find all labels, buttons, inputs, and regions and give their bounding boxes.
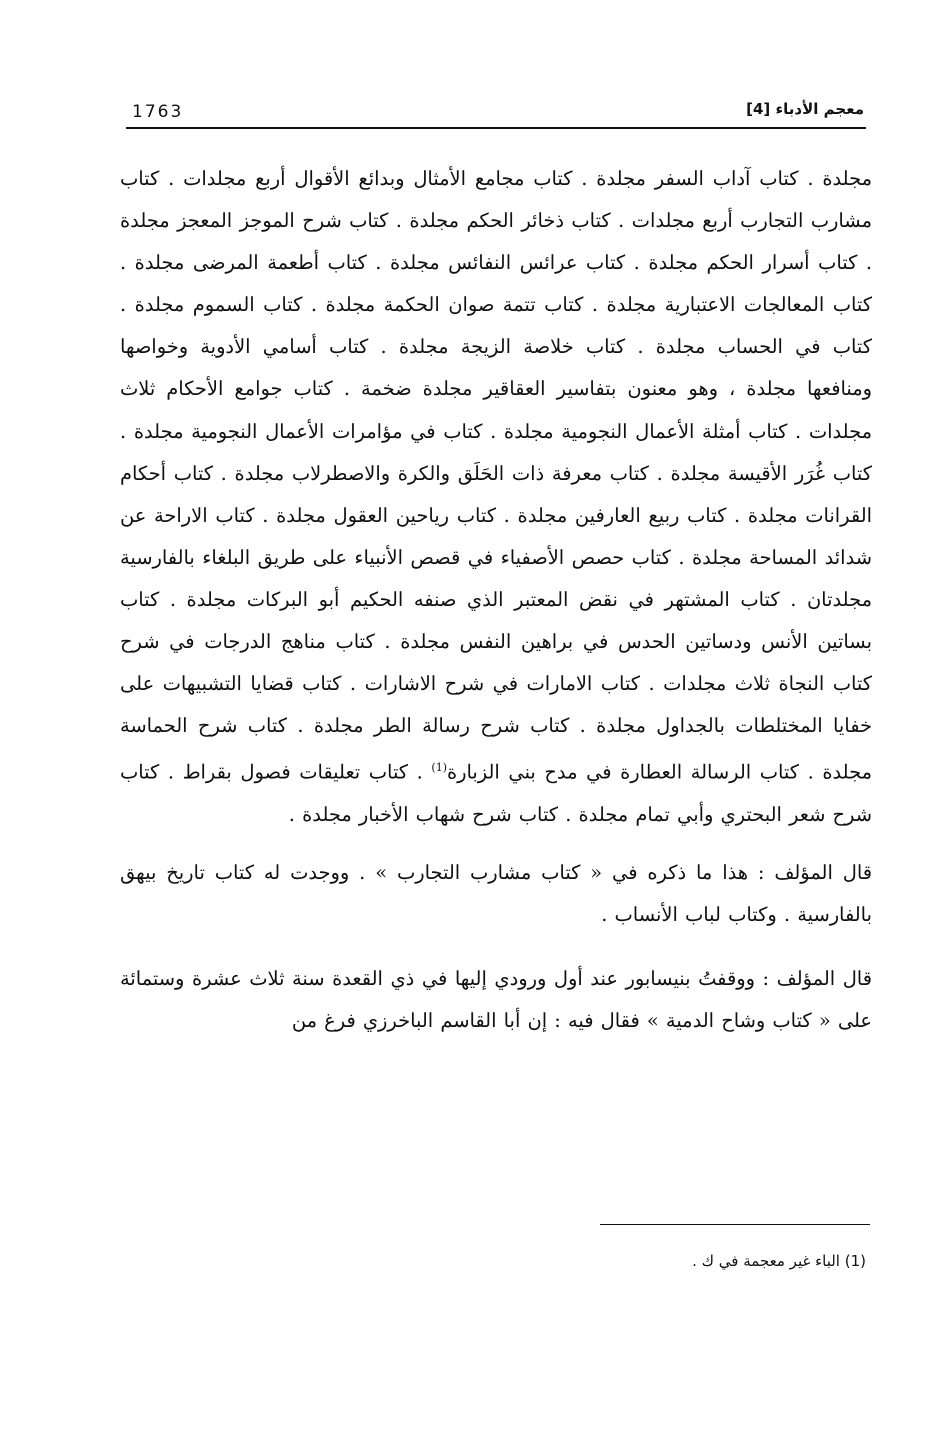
page-header [128, 96, 864, 126]
footnote-reference: (1) [431, 761, 447, 775]
paragraph-author-note-2: قال المؤلف : ووقفتُ بنيسابور عند أول ورودي إليها في ذي القعدة سنة ثلاث عشرة وستمائة على « كتاب وشاح الدمية » فقال فيه : إن أبا القاسم الباخرزي فرغ من [120, 967, 872, 1033]
running-title: معجم الأدباء [4] [746, 100, 864, 118]
footnote-rule [600, 1224, 870, 1225]
page-number: 1763 [132, 102, 184, 122]
paragraph-book-list-end: . كتاب تعليقات فصول بقراط . كتاب شرح شعر البحتري وأبي تمام مجلدة . كتاب شرح شهاب الأخبار مجلدة . [120, 760, 872, 826]
body-text [120, 158, 872, 1042]
paragraph-book-list [120, 158, 872, 836]
header-rule [126, 127, 866, 129]
paragraph-author-note-1: قال المؤلف : هذا ما ذكره في « كتاب مشارب التجارب » . ووجدت له كتاب تاريخ بيهق بالفارسية . وكتاب لباب الأنساب . [120, 860, 873, 927]
footnote: (1) الباء غير معجمة في ك . [692, 1252, 866, 1270]
paragraph-book-list-text: مجلدة . كتاب آداب السفر مجلدة . كتاب مجامع الأمثال وبدائع الأقوال أربع مجلدات . كتاب مشارب التجارب أربع مجلدات . كتاب ذخائر الحكم مجلدة . كتاب شرح الموجز المعجز مجلدة . كتاب أسرار الحكم مجلدة . كتاب عرائس النفائس مجلدة . كتاب أطعمة المرضى مجلدة . كتاب المعالجات الاعتبارية مجلدة . كتاب تتمة صوان الحكمة مجلدة . كتاب السموم مجلدة . كتاب في الحساب مجلدة . كتاب خلاصة الزيجة مجلدة . كتاب أسامي الأدوية وخواصها ومنافعها مجلدة ، وهو معنون بتفاسير العقاقير مجلدة ضخمة . كتاب جوامع الأحكام ثلاث مجلدات . كتاب أمثلة الأعمال النجومية مجلدة . كتاب في مؤامرات الأعمال النجومية مجلدة . كتاب غُرَر الأقيسة مجلدة . كتاب معرفة ذات الحَلَق والكرة والاصطرلاب مجلدة . كتاب أحكام القرانات مجلدة . كتاب ربيع العارفين مجلدة . كتاب رياحين العقول مجلدة . كتاب الاراحة عن شدائد المساحة مجلدة . كتاب حصص الأصفياء في قصص الأنبياء على طريق البلغاء بالفارسية مجلدتان . كتاب المشتهر في نقض المعتبر الذي صنفه الحكيم أبو البركات مجلدة . كتاب بساتين الأنس ودساتين الحدس في براهين النفس مجلدة . كتاب مناهج الدرجات في شرح كتاب النجاة ثلاث مجلدات . كتاب الامارات في شرح الاشارات . كتاب قضايا التشبيهات على خفايا المختلطات بالجداول مجلدة . كتاب شرح رسالة الطر مجلدة . كتاب شرح الحماسة مجلدة . كتاب الرسالة العطارة في مدح بني الزبارة [120, 167, 872, 784]
